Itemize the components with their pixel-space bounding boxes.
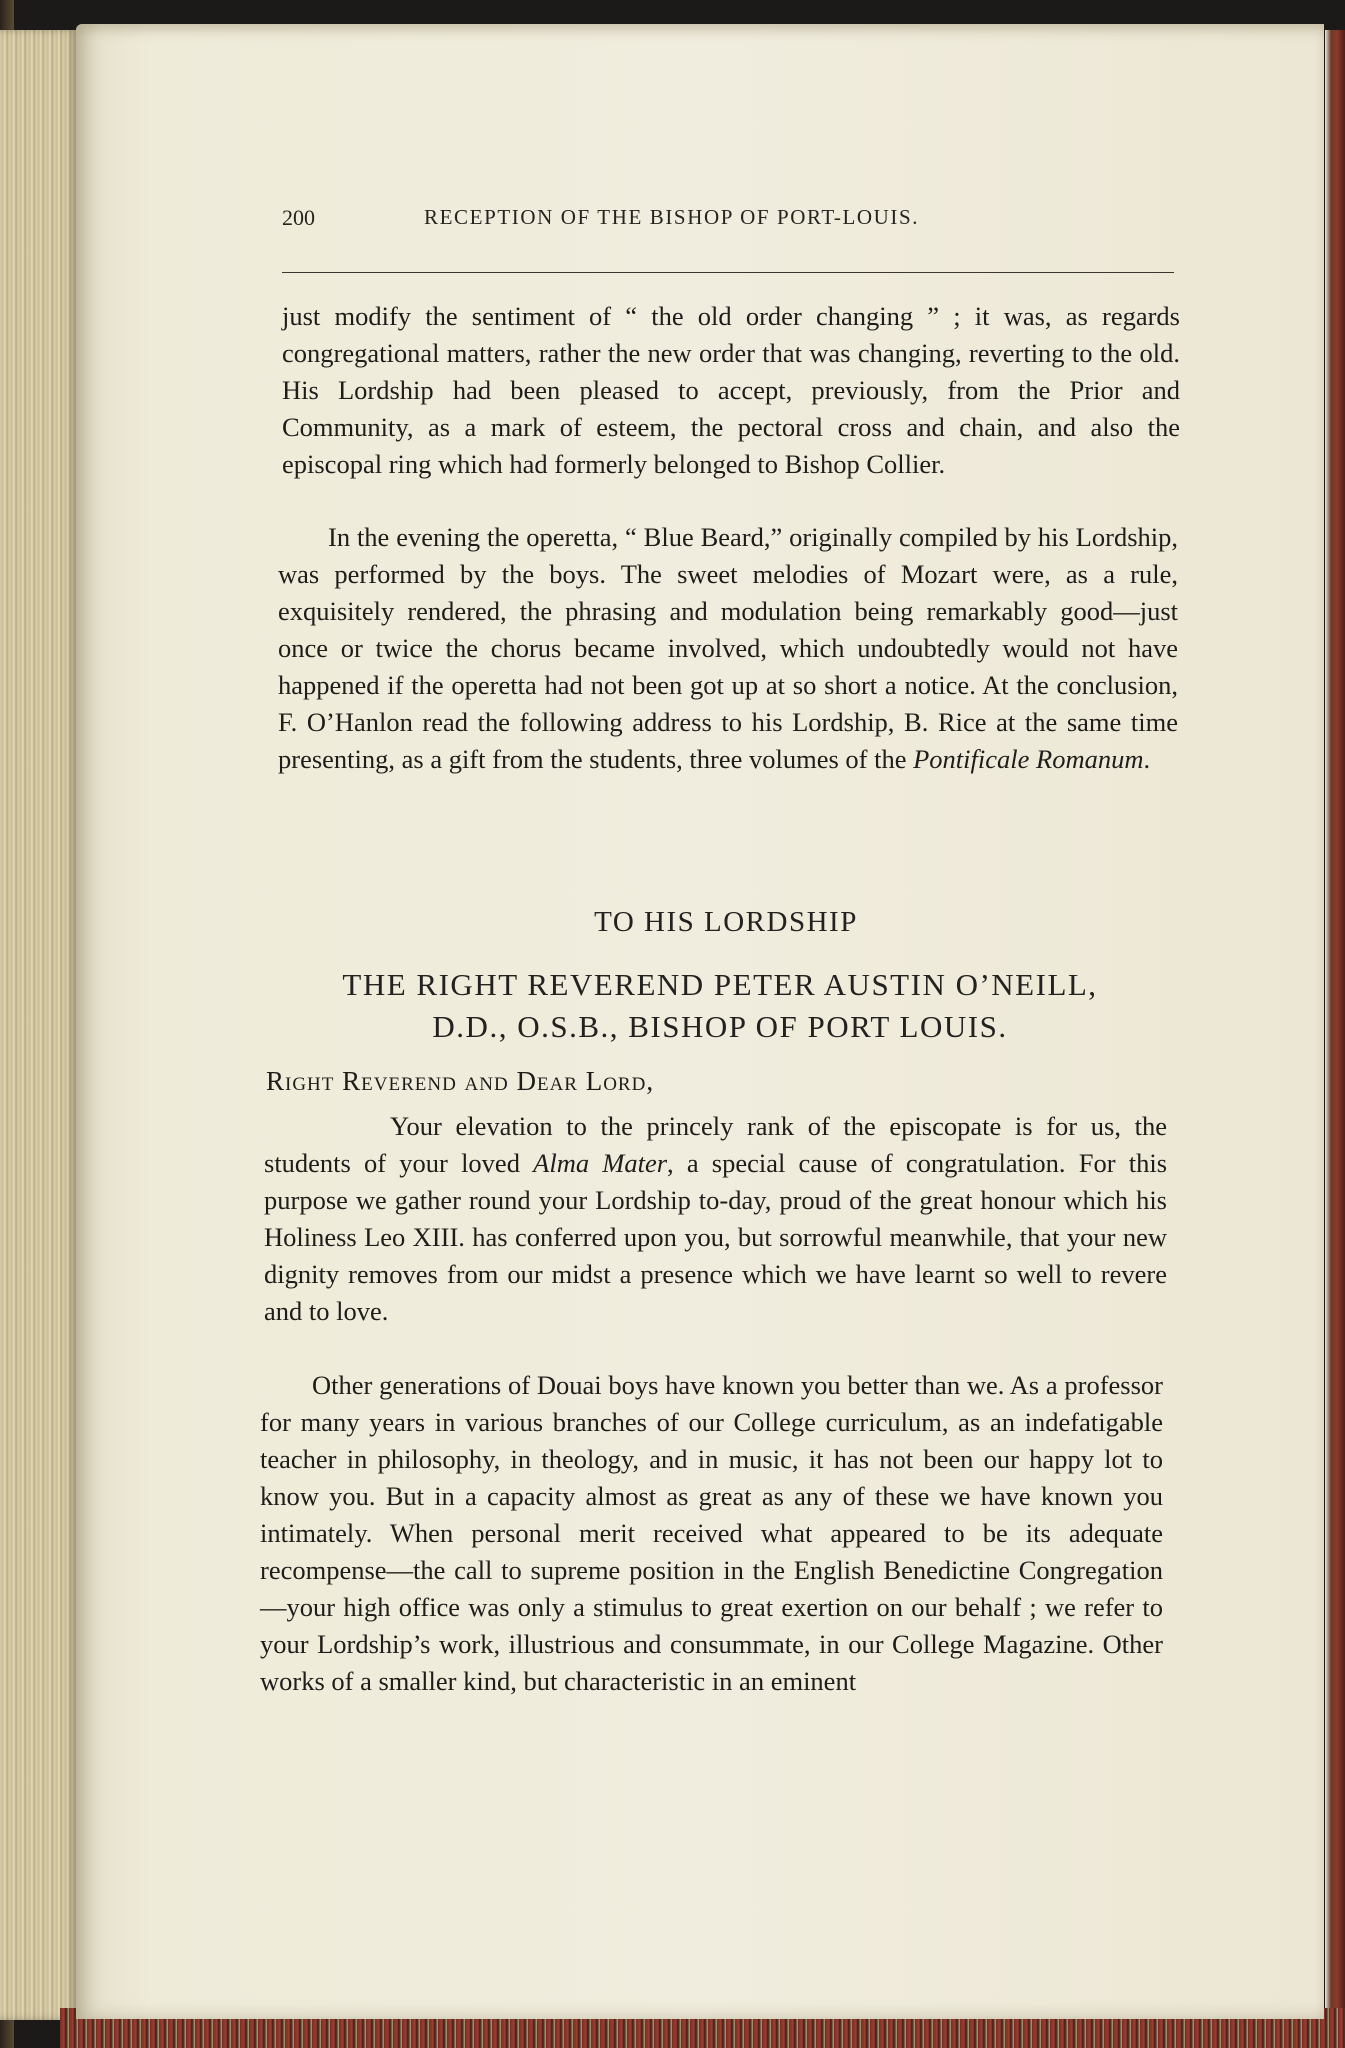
address-recipient-line-1: THE RIGHT REVEREND PETER AUSTIN O’NEILL, [342, 967, 1098, 1002]
header-rule [282, 272, 1174, 273]
address-recipient-line-2: D.D., O.S.B., BISHOP OF PORT LOUIS. [432, 1009, 1008, 1044]
page-edges-left [0, 30, 78, 2020]
paragraph-2-end: . [1143, 744, 1151, 774]
paragraph-2-text: In the evening the operetta, “ Blue Beard,” originally compiled by his Lordship, was performed by the boys. The sweet melodies of Mozart were, as a rule, exquisitely rendered, the phrasing and modulation being remarkably good—just once or twice the chorus became involved, which undoubtedly would not have happened if the operetta had not been got up at so short a notice. At the conclusion, F. O’Hanlon read the following address to his Lordship, B. Rice at the same time presenting, as a gift from the students, three volumes of the [278, 522, 1178, 774]
running-head-title: RECEPTION OF THE BISHOP OF PORT-LOUIS. [424, 205, 920, 229]
paragraph-3 [264, 1108, 1167, 1330]
paragraph-2 [278, 519, 1178, 778]
paragraph-4: Other generations of Douai boys have known you better than we. As a professor for many years in various branches of our College curriculum, as an indefatigable teacher in philosophy, in theology, and in music, it has not been our happy lot to know you. But in a capacity almost as great as any of these we have known you intimately. When personal merit received what appeared to be its adequate recompense—the call to supreme position in the English Benedictine Congregation—your high office was only a stimulus to great exertion on our behalf ; we refer to your Lordship’s work, illustrious and consummate, in our College Magazine. Other works of a smaller kind, but characteristic in an eminent [260, 1370, 1163, 1696]
paragraph-2-italic-title: Pontificale Romanum [913, 744, 1144, 774]
paragraph-1: just modify the sentiment of “ the old order changing ” ; it was, as regards congregational matters, rather the new order that was changing, reverting to the old. His Lordship had been pleased to accept, previously, from the Prior and Community, as a mark of esteem, the pectoral cross and chain, and also the episcopal ring which had formerly belonged to Bishop Collier. [282, 301, 1180, 479]
address-heading: TO HIS LORDSHIP [594, 906, 858, 938]
page-number: 200 [282, 205, 315, 230]
address-recipient [270, 964, 1170, 1048]
book-binding-right [1325, 30, 1345, 2020]
paragraph-3-before: Your elevation to the princely rank of the episcopate is for us, the students of your loved [264, 1111, 1167, 1178]
salutation: Right Reverend and Dear Lord, [266, 1066, 655, 1096]
paragraph-3-italic: Alma Mater [533, 1148, 668, 1178]
paragraph-3-after: , a special cause of congratulation. For this purpose we gather round your Lordship to-day, proud of the great honour which his Holiness Leo XIII. has conferred upon you, but sorrowful meanwhile, that your new dignity removes from our midst a presence which we have learnt so well to revere and to love. [264, 1148, 1168, 1326]
